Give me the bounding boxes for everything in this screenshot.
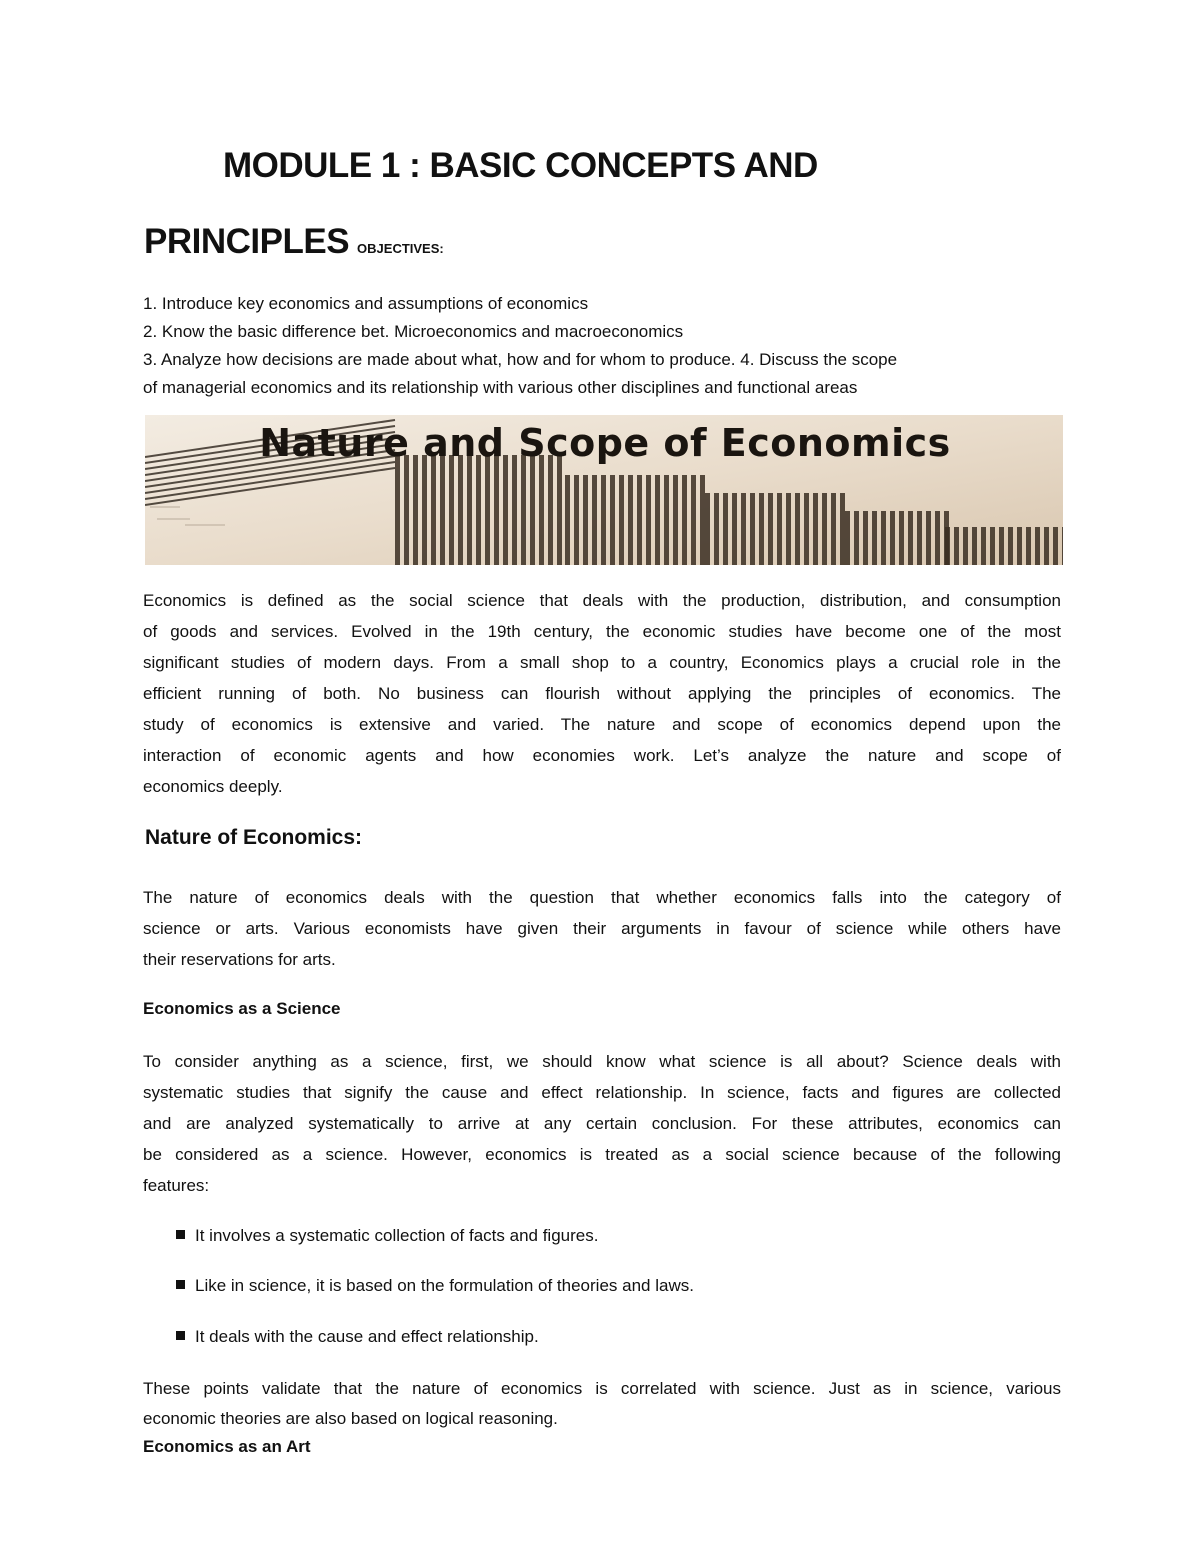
science-paragraph [143, 1046, 1061, 1201]
nature-line-3: their reservations for arts. [143, 950, 336, 969]
banner-bar-stripe [476, 455, 481, 565]
banner-bar-stripe [664, 475, 669, 565]
nature-line-1: The nature of economics deals with the question that whether economics falls into the category of [143, 888, 1061, 907]
banner-bar-stripe [574, 475, 579, 565]
square-bullet-icon [176, 1331, 185, 1340]
banner-bar-stripe [768, 493, 773, 565]
art-heading: Economics as an Art [143, 1437, 311, 1456]
banner-bar-stripe [548, 455, 553, 565]
banner-bar-stripe [628, 475, 633, 565]
banner-bar-stripe [485, 455, 490, 565]
banner-bar-stripe [963, 527, 968, 565]
module-title-continued [144, 222, 444, 262]
intro-line-5: study of economics is extensive and varied. The nature and scope of economics depend upon the [143, 715, 1061, 734]
banner-bar-stripe [954, 527, 959, 565]
banner-bar-stripe [1026, 527, 1031, 565]
banner-bar-stripe [723, 493, 728, 565]
banner-bar-stripe [646, 475, 651, 565]
banner-bar-stripe [750, 493, 755, 565]
banner-bar-stripe [845, 511, 850, 565]
science-line-1: To consider anything as a science, first, we should know what science is all about? Science deals with [143, 1052, 1061, 1071]
banner-bar-stripe [917, 511, 922, 565]
banner-bar-stripe [539, 455, 544, 565]
banner-bar-stripe [431, 455, 436, 565]
banner-bar-stripe [831, 493, 836, 565]
banner-bar-stripe [1008, 527, 1013, 565]
banner-bar-stripe [610, 475, 615, 565]
list-item: It deals with the cause and effect relationship. [176, 1327, 539, 1347]
banner-bar-stripe [700, 475, 705, 565]
square-bullet-icon [176, 1280, 185, 1289]
science-heading: Economics as a Science [143, 999, 341, 1018]
banner-bar-stripe [530, 455, 535, 565]
conclusion-line-2: economic theories are also based on logical reasoning. [143, 1409, 558, 1428]
banner-bar-stripe [1035, 527, 1040, 565]
module-title: MODULE 1 : BASIC CONCEPTS AND [223, 146, 818, 185]
banner-bar-stripe [926, 511, 931, 565]
banner-bar-stripe [503, 455, 508, 565]
intro-line-7: economics deeply. [143, 777, 283, 796]
banner-bar-stripe [440, 455, 445, 565]
banner-bar-stripe [822, 493, 827, 565]
banner-bar-stripe [655, 475, 660, 565]
banner-bar-stripe [637, 475, 642, 565]
banner-bar-stripe [863, 511, 868, 565]
banner-bar-stripe [990, 527, 995, 565]
banner-bar-stripe [945, 527, 950, 565]
banner-bar-stripe [467, 455, 472, 565]
module-title-principles: PRINCIPLES [144, 222, 350, 261]
banner-bar-stripe [840, 493, 845, 565]
science-line-2: systematic studies that signify the cause and effect relationship. In science, facts and figures are collected [143, 1083, 1061, 1102]
intro-line-2: of goods and services. Evolved in the 19th century, the economic studies have become one of the most [143, 622, 1061, 641]
science-conclusion [143, 1374, 1061, 1434]
banner-bar-stripe [972, 527, 977, 565]
banner-bar-stripe [1044, 527, 1049, 565]
banner-bar-stripe [777, 493, 782, 565]
banner-bar-stripe [908, 511, 913, 565]
banner-bar-stripe [813, 493, 818, 565]
science-line-3: and are analyzed systematically to arrive at any certain conclusion. For these attributes, economics can [143, 1114, 1061, 1133]
banner-bar-stripe [458, 455, 463, 565]
banner-bar-stripe [1062, 527, 1063, 565]
science-line-5: features: [143, 1176, 210, 1195]
banner-bar-stripe [601, 475, 606, 565]
banner-bar-stripe [592, 475, 597, 565]
intro-line-6: interaction of economic agents and how economies work. Let’s analyze the nature and scope of [143, 746, 1061, 765]
banner-bar-stripe [404, 455, 409, 565]
science-line-4: be considered as a science. However, economics is treated as a social science because of the following [143, 1145, 1061, 1164]
banner-bar-stripe [890, 511, 895, 565]
banner-bar-stripe [619, 475, 624, 565]
objective-item-3: 3. Analyze how decisions are made about what, how and for whom to produce. 4. Discuss the scope [143, 350, 898, 369]
banner-bar-stripe [395, 455, 400, 565]
banner-bar-stripe [881, 511, 886, 565]
list-item: Like in science, it is based on the formulation of theories and laws. [176, 1276, 694, 1296]
banner-bar-stripe [935, 511, 940, 565]
list-item: It involves a systematic collection of facts and figures. [176, 1226, 598, 1246]
banner-bar-stripe [899, 511, 904, 565]
banner-bar-stripe [759, 493, 764, 565]
banner-bar-stripe [1053, 527, 1058, 565]
banner-title: Nature and Scope of Economics [259, 421, 951, 465]
banner-bar-stripe [673, 475, 678, 565]
objectives-label: OBJECTIVES: [357, 241, 444, 256]
banner-bar-stripe [999, 527, 1004, 565]
objective-item-2: 2. Know the basic difference bet. Microeconomics and macroeconomics [143, 322, 684, 341]
banner-bar-stripe [741, 493, 746, 565]
intro-line-3: significant studies of modern days. From a small shop to a country, Economics plays a crucial role in the [143, 653, 1061, 672]
square-bullet-icon [176, 1230, 185, 1239]
banner-bar-stripe [422, 455, 427, 565]
intro-line-1: Economics is defined as the social science that deals with the production, distribution, and consumption [143, 591, 1061, 610]
banner-bar-stripe [714, 493, 719, 565]
banner-bar-stripe [682, 475, 687, 565]
objective-item-3-continued: of managerial economics and its relationship with various other disciplines and functional areas [143, 378, 858, 397]
banner-bar-stripe [795, 493, 800, 565]
nature-scope-banner-image [145, 415, 1063, 565]
banner-bar-stripe [583, 475, 588, 565]
intro-paragraph [143, 585, 1061, 802]
banner-bar-stripe [521, 455, 526, 565]
nature-line-2: science or arts. Various economists have given their arguments in favour of science while others have [143, 919, 1061, 938]
banner-bar-stripe [1017, 527, 1022, 565]
conclusion-line-1: These points validate that the nature of economics is correlated with science. Just as in science, various [143, 1379, 1061, 1398]
objective-item-1: 1. Introduce key economics and assumptions of economics [143, 294, 589, 313]
banner-bar-stripe [872, 511, 877, 565]
nature-heading: Nature of Economics: [145, 826, 363, 849]
banner-bar-stripe [557, 455, 562, 565]
banner-bar-stripe [449, 455, 454, 565]
banner-bar-stripe [705, 493, 710, 565]
nature-paragraph [143, 882, 1061, 975]
banner-bar-stripe [565, 475, 570, 565]
banner-bar-stripe [494, 455, 499, 565]
banner-bar-stripe [981, 527, 986, 565]
banner-bar-stripe [804, 493, 809, 565]
banner-bar-stripe [691, 475, 696, 565]
banner-bar-stripe [732, 493, 737, 565]
banner-bar-stripe [786, 493, 791, 565]
intro-line-4: efficient running of both. No business can flourish without applying the principles of economics. The [143, 684, 1061, 703]
banner-bar-stripe [413, 455, 418, 565]
banner-bar-stripe [512, 455, 517, 565]
banner-bar-stripe [854, 511, 859, 565]
